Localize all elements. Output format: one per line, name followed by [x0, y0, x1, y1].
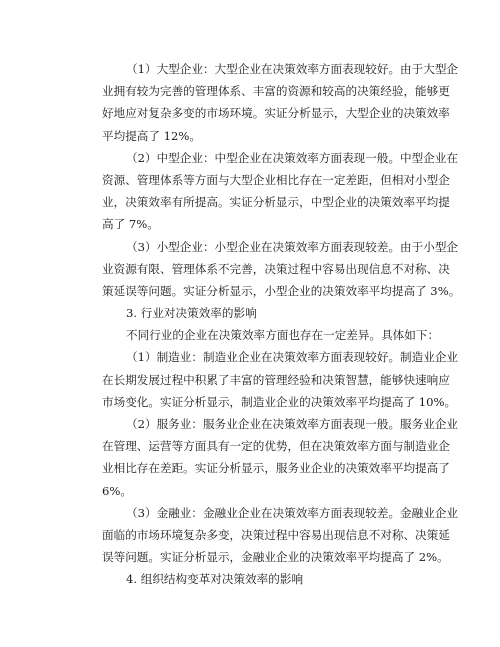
paragraph [102, 147, 459, 236]
text-line: （2）中型企业：中型企业在决策效率方面表现一般。中型企业在 [126, 150, 459, 165]
text-line: 资源、管理体系等方面与大型企业相比存在一定差距，但相对小型企 [102, 172, 450, 187]
text-line: 不同行业的企业在决策效率方面也存在一定差异。具体如下： [126, 328, 440, 343]
text-line: 4. 组织结构变革对决策效率的影响 [126, 572, 304, 587]
text-line: 平均提高了 12%。 [102, 128, 202, 143]
paragraph [102, 568, 432, 590]
paragraph [102, 324, 440, 346]
text-line: （3）金融业：金融业企业在决策效率方面表现较差。金融业企业 [126, 505, 459, 520]
text-line: （2）服务业：服务业企业在决策效率方面表现一般。服务业企业 [126, 417, 459, 431]
text-line: 市场变化。实证分析显示，制造业企业的决策效率平均提高了 10%。 [102, 394, 457, 409]
document-page [102, 58, 461, 591]
text-line: 误等问题。实证分析显示，金融业企业的决策效率平均提高了 2%。 [102, 550, 449, 565]
text-line: 业，决策效率有所提高。实证分析显示，中型企业的决策效率平均提 [102, 195, 450, 210]
text-line: 业拥有较为完善的管理体系、丰富的资源和较高的决策经验，能够更 [102, 84, 450, 99]
text-line: 6%。 [102, 483, 132, 498]
text-line: 好地应对复杂多变的市场环境。实证分析显示，大型企业的决策效率 [102, 106, 450, 121]
paragraph [102, 346, 459, 413]
text-line: 在长期发展过程中积累了丰富的管理经验和决策智慧，能够快速响应 [102, 372, 450, 387]
text-line: （3）小型企业：小型企业在决策效率方面表现较差。由于小型企 [126, 239, 459, 254]
text-line: 在管理、运营等方面具有一定的优势，但在决策效率方面与制造业企 [102, 439, 450, 454]
paragraph [102, 58, 459, 147]
paragraph [102, 502, 459, 569]
paragraph [102, 302, 432, 324]
text-line: 3. 行业对决策效率的影响 [126, 306, 257, 321]
paragraph [102, 236, 461, 303]
text-line: 面临的市场环境复杂多变，决策过程中容易出现信息不对称、决策延 [102, 527, 450, 542]
text-line: 策延误等问题。实证分析显示，小型企业的决策效率平均提高了 3%。 [102, 283, 461, 298]
paragraph [102, 413, 459, 502]
text-line: （1）制造业：制造业企业在决策效率方面表现较好。制造业企业 [126, 350, 459, 365]
text-line: （1）大型企业：大型企业在决策效率方面表现较好。由于大型企 [126, 62, 459, 76]
text-line: 业相比存在差距。实证分析显示，服务业企业的决策效率平均提高了 [102, 461, 450, 476]
text-line: 高了 7%。 [102, 217, 159, 232]
text-line: 业资源有限、管理体系不完善，决策过程中容易出现信息不对称、决 [102, 261, 450, 276]
